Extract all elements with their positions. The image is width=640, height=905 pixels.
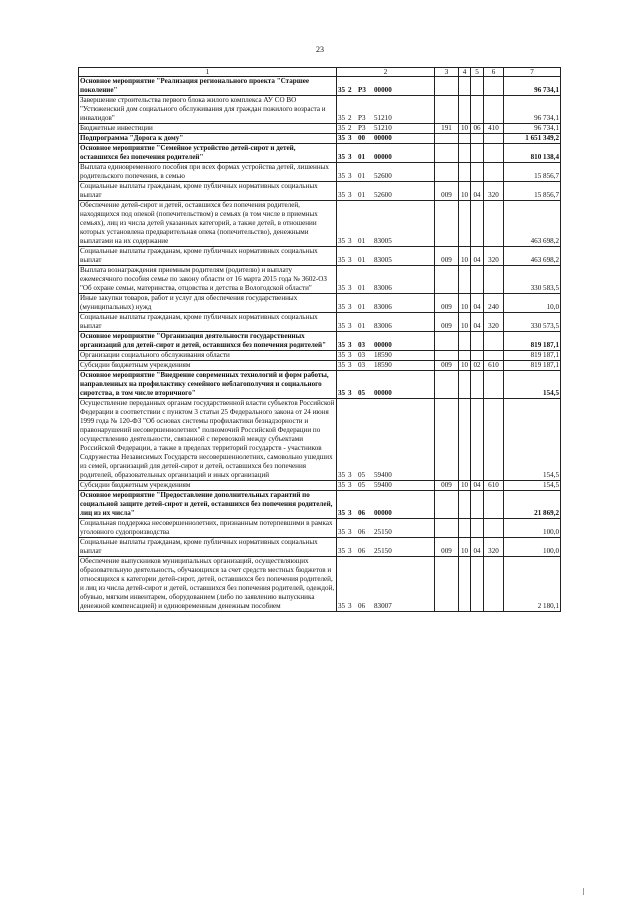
code-part: 35: [338, 509, 346, 517]
header-cell: 6: [484, 68, 504, 77]
code-part: 00000: [374, 134, 392, 142]
code-part: 01: [358, 237, 366, 245]
row-c5: 04: [471, 247, 484, 266]
code-part: 00000: [374, 389, 392, 397]
table-row: [79, 491, 561, 519]
row-code: [337, 77, 435, 96]
row-c3: 009: [435, 182, 459, 201]
code-part: 35: [338, 303, 346, 311]
code-part: 00: [358, 134, 366, 142]
row-c6: 320: [484, 313, 504, 332]
code-part: 2: [348, 114, 352, 122]
row-code: [337, 294, 435, 313]
row-code: [337, 201, 435, 247]
code-part: 01: [358, 191, 366, 199]
code-part: 35: [338, 547, 346, 555]
code-part: 05: [358, 481, 366, 489]
table-row: [79, 519, 561, 538]
code-part: 03: [358, 351, 366, 359]
row-c4: 10: [459, 124, 471, 134]
row-c3: [435, 77, 459, 96]
row-c5: [471, 519, 484, 538]
row-amount: 15 856,7: [504, 163, 561, 182]
code-part: 35: [338, 602, 346, 610]
code-part: 01: [358, 322, 366, 330]
row-name: Основное мероприятие "Внедрение современных технологий и форм работы, направленных на профилактику семейного неблагополучия и социального сиротства, в том числе вторичного": [79, 371, 337, 399]
row-c5: [471, 134, 484, 144]
code-part: 35: [338, 191, 346, 199]
row-c4: [459, 144, 471, 163]
code-part: 3: [348, 351, 352, 359]
code-part: 35: [338, 471, 346, 479]
row-c3: [435, 519, 459, 538]
row-code: [337, 134, 435, 144]
row-c6: 610: [484, 361, 504, 371]
row-amount: 810 138,4: [504, 144, 561, 163]
row-amount: 154,5: [504, 371, 561, 399]
row-amount: 463 698,2: [504, 201, 561, 247]
row-c3: 009: [435, 361, 459, 371]
row-c6: 320: [484, 538, 504, 557]
row-c3: [435, 266, 459, 294]
row-name: Обеспечение детей-сирот и детей, оставшихся без попечения родителей, находящихся под опекой (попечительством) в семьях (в том числе в приемных семьях), лиц из числа детей указанных категорий, а также детей, в отношении которых установлена предварительная опека (попечительство), денежными выплатами на их содержание: [79, 201, 337, 247]
code-part: 35: [338, 124, 346, 132]
code-part: 3: [348, 237, 352, 245]
code-part: 01: [358, 303, 366, 311]
row-amount: 819 187,1: [504, 361, 561, 371]
row-c3: 191: [435, 124, 459, 134]
row-c6: [484, 332, 504, 351]
row-code: [337, 124, 435, 134]
row-c5: [471, 371, 484, 399]
row-code: [337, 519, 435, 538]
row-c5: [471, 163, 484, 182]
row-name: Иные закупки товаров, работ и услуг для обеспечения государственных (муниципальных) нужд: [79, 294, 337, 313]
header-cell: 7: [504, 68, 561, 77]
row-amount: 154,5: [504, 481, 561, 491]
code-part: 35: [338, 528, 346, 536]
row-c3: [435, 134, 459, 144]
code-part: 25150: [374, 528, 392, 536]
code-part: 83005: [374, 237, 392, 245]
code-part: 03: [358, 361, 366, 369]
row-code: [337, 399, 435, 481]
code-part: 3: [348, 481, 352, 489]
row-c4: [459, 77, 471, 96]
row-c5: [471, 144, 484, 163]
code-part: 3: [348, 153, 352, 161]
code-part: 35: [338, 284, 346, 292]
row-c4: 10: [459, 182, 471, 201]
row-c5: 06: [471, 124, 484, 134]
row-name: Основное мероприятие "Организация деятельности государственных организаций для детей-сирот и детей, оставшихся без попечения родителей": [79, 332, 337, 351]
row-name: Осуществление переданных органам государственной власти субъектов Российской Федерации в соответствии с пунктом 3 статьи 25 Федерального закона от 24 июня 1999 года № 120-ФЗ "Об основах системы профилактики безнадзорности и правонарушений несовершеннолетних" полномочий Российской Федерации по осуществлению деятельности, связанной с перевозкой между субъектами Российской Федерации, а также в пределах территорий государств - участников Содружества Независимых Государств несовершеннолетних, самовольно ушедших из семей, организаций для детей-сирот и детей, оставшихся без попечения родителей, образовательных организаций и иных организаций: [79, 399, 337, 481]
row-name: Выплата единовременного пособия при всех формах устройства детей, лишенных родительского попечения, в семью: [79, 163, 337, 182]
row-c4: [459, 491, 471, 519]
code-part: 3: [348, 547, 352, 555]
row-code: [337, 182, 435, 201]
row-c4: [459, 557, 471, 612]
code-part: 06: [358, 528, 366, 536]
code-part: 00000: [374, 86, 392, 94]
row-c5: [471, 399, 484, 481]
row-code: [337, 247, 435, 266]
row-name: Социальные выплаты гражданам, кроме публичных нормативных социальных выплат: [79, 182, 337, 201]
row-c3: [435, 144, 459, 163]
header-cell: 1: [79, 68, 337, 77]
code-part: 83006: [374, 303, 392, 311]
code-part: 3: [348, 191, 352, 199]
table-row: [79, 144, 561, 163]
code-part: 51210: [374, 124, 392, 132]
row-c3: [435, 163, 459, 182]
row-c4: [459, 371, 471, 399]
row-name: Социальные выплаты гражданам, кроме публичных нормативных социальных выплат: [79, 313, 337, 332]
row-c5: 04: [471, 538, 484, 557]
row-c4: [459, 519, 471, 538]
code-part: 06: [358, 509, 366, 517]
row-c4: [459, 266, 471, 294]
code-part: 05: [358, 389, 366, 397]
table-row: [79, 266, 561, 294]
row-c6: [484, 144, 504, 163]
code-part: 35: [338, 341, 346, 349]
row-c4: [459, 134, 471, 144]
row-c6: 610: [484, 481, 504, 491]
row-name: Основное мероприятие "Реализация регионального проекта "Старшее поколение": [79, 77, 337, 96]
code-part: P3: [358, 86, 366, 94]
row-amount: 96 734,1: [504, 77, 561, 96]
row-c4: 10: [459, 538, 471, 557]
code-part: 25150: [374, 547, 392, 555]
table-row: [79, 481, 561, 491]
table-row: [79, 201, 561, 247]
table-row: [79, 163, 561, 182]
code-part: P3: [358, 114, 366, 122]
row-c6: [484, 134, 504, 144]
row-c4: [459, 351, 471, 361]
row-c3: 009: [435, 481, 459, 491]
row-c6: 410: [484, 124, 504, 134]
row-name: Социальные выплаты гражданам, кроме публичных нормативных социальных выплат: [79, 247, 337, 266]
row-c5: 04: [471, 294, 484, 313]
row-c5: 04: [471, 182, 484, 201]
table-row: [79, 313, 561, 332]
row-amount: 96 734,1: [504, 124, 561, 134]
row-c4: 10: [459, 247, 471, 266]
table-row: [79, 361, 561, 371]
row-code: [337, 538, 435, 557]
code-part: 3: [348, 602, 352, 610]
row-c6: [484, 519, 504, 538]
row-c6: [484, 266, 504, 294]
row-amount: 154,5: [504, 399, 561, 481]
row-code: [337, 96, 435, 124]
code-part: 35: [338, 153, 346, 161]
table-row: [79, 351, 561, 361]
code-part: 06: [358, 547, 366, 555]
row-name: Обеспечение выпускников муниципальных организаций, осуществляющих образовательную деятельность, обучающихся за счет средств местных бюджетов и относящихся к категории детей-сирот, детей, оставшихся без попечения родителей, и лиц из числа детей-сирот и детей, оставшихся без попечения родителей, одеждой, обувью, мягким инвентарем, оборудованием (либо по заявлению выпускника денежной компенсацией) и единовременным денежным пособием: [79, 557, 337, 612]
budget-table: [78, 67, 561, 612]
code-part: 35: [338, 351, 346, 359]
code-part: 35: [338, 237, 346, 245]
row-c3: [435, 399, 459, 481]
row-name: Подпрограмма "Дорога к дому": [79, 134, 337, 144]
row-c3: [435, 491, 459, 519]
code-part: 83006: [374, 322, 392, 330]
header-cell: 3: [435, 68, 459, 77]
row-c4: [459, 399, 471, 481]
code-part: 3: [348, 134, 352, 142]
table-row: [79, 247, 561, 266]
row-code: [337, 371, 435, 399]
code-part: 59400: [374, 471, 392, 479]
row-c3: 009: [435, 294, 459, 313]
code-part: 35: [338, 86, 346, 94]
code-part: 18590: [374, 361, 392, 369]
table-row: [79, 96, 561, 124]
table-row: [79, 134, 561, 144]
row-c4: 10: [459, 294, 471, 313]
row-c4: 10: [459, 361, 471, 371]
code-part: 01: [358, 153, 366, 161]
edge-mark: [583, 888, 584, 895]
row-c5: [471, 351, 484, 361]
row-code: [337, 557, 435, 612]
row-c5: 04: [471, 313, 484, 332]
code-part: 01: [358, 172, 366, 180]
row-name: Основное мероприятие "Предоставление дополнительных гарантий по социальной защите детей-сирот и детей, оставшихся без попечения родителей, лиц из их числа": [79, 491, 337, 519]
row-c5: [471, 201, 484, 247]
row-c6: [484, 351, 504, 361]
code-part: 3: [348, 471, 352, 479]
row-code: [337, 313, 435, 332]
code-part: P3: [358, 124, 366, 132]
row-amount: 330 573,5: [504, 313, 561, 332]
row-c6: [484, 77, 504, 96]
code-part: 3: [348, 341, 352, 349]
row-amount: 15 856,7: [504, 182, 561, 201]
code-part: 2: [348, 124, 352, 132]
code-part: 35: [338, 172, 346, 180]
row-c6: [484, 557, 504, 612]
row-code: [337, 266, 435, 294]
header-cell: 2: [337, 68, 435, 77]
code-part: 3: [348, 303, 352, 311]
row-c6: 320: [484, 182, 504, 201]
row-c3: 009: [435, 247, 459, 266]
table-row: [79, 294, 561, 313]
code-part: 3: [348, 361, 352, 369]
code-part: 3: [348, 389, 352, 397]
code-part: 52600: [374, 191, 392, 199]
row-name: Социальная поддержка несовершеннолетних, признанным потерпевшими в рамках уголовного судопроизводства: [79, 519, 337, 538]
table-row: [79, 332, 561, 351]
code-part: 51210: [374, 114, 392, 122]
row-c5: [471, 96, 484, 124]
code-part: 35: [338, 114, 346, 122]
row-c3: [435, 332, 459, 351]
code-part: 35: [338, 481, 346, 489]
row-name: Завершение строительства первого блока жилого комплекса АУ СО ВО "Устюженский дом социального обслуживания для граждан пожилого возраста и инвалидов": [79, 96, 337, 124]
row-amount: 1 651 349,2: [504, 134, 561, 144]
header-cell: 4: [459, 68, 471, 77]
code-part: 3: [348, 284, 352, 292]
code-part: 18590: [374, 351, 392, 359]
table-row: [79, 557, 561, 612]
row-c4: 10: [459, 481, 471, 491]
code-part: 03: [358, 341, 366, 349]
row-c3: 009: [435, 313, 459, 332]
table-header-row: [79, 68, 561, 77]
row-name: Социальные выплаты гражданам, кроме публичных нормативных социальных выплат: [79, 538, 337, 557]
row-c3: [435, 201, 459, 247]
row-name: Организации социального обслуживания области: [79, 351, 337, 361]
row-name: Выплата вознаграждения приемным родителям (родителю) и выплату ежемесячного пособия семье по закону области от 16 марта 2015 года № 3602-ОЗ "Об охране семьи, материнства, отцовства и детства в Вологодской области": [79, 266, 337, 294]
code-part: 35: [338, 322, 346, 330]
page-number: 23: [316, 45, 324, 54]
row-amount: 819 187,1: [504, 332, 561, 351]
code-part: 3: [348, 509, 352, 517]
row-c6: [484, 96, 504, 124]
table-row: [79, 182, 561, 201]
code-part: 83006: [374, 284, 392, 292]
code-part: 00000: [374, 509, 392, 517]
row-amount: 10,0: [504, 294, 561, 313]
code-part: 59400: [374, 481, 392, 489]
row-c4: [459, 332, 471, 351]
code-part: 05: [358, 471, 366, 479]
row-c6: [484, 399, 504, 481]
row-code: [337, 491, 435, 519]
row-name: Основное мероприятие "Семейное устройство детей-сирот и детей, оставшихся без попечения родителей": [79, 144, 337, 163]
code-part: 3: [348, 172, 352, 180]
header-cell: 5: [471, 68, 484, 77]
row-c5: 04: [471, 481, 484, 491]
row-amount: 819 187,1: [504, 351, 561, 361]
row-c3: [435, 371, 459, 399]
row-amount: 96 734,1: [504, 96, 561, 124]
row-c6: [484, 201, 504, 247]
code-part: 00000: [374, 153, 392, 161]
row-c3: [435, 96, 459, 124]
row-c4: [459, 201, 471, 247]
row-c6: [484, 491, 504, 519]
code-part: 3: [348, 322, 352, 330]
table-row: [79, 399, 561, 481]
code-part: 35: [338, 389, 346, 397]
row-amount: 2 180,1: [504, 557, 561, 612]
row-c5: [471, 491, 484, 519]
row-amount: 100,0: [504, 519, 561, 538]
code-part: 3: [348, 256, 352, 264]
row-c6: [484, 163, 504, 182]
code-part: 00000: [374, 341, 392, 349]
code-part: 35: [338, 361, 346, 369]
code-part: 52600: [374, 172, 392, 180]
table-row: [79, 538, 561, 557]
row-code: [337, 163, 435, 182]
row-c5: 02: [471, 361, 484, 371]
row-name: Бюджетные инвестиции: [79, 124, 337, 134]
row-c5: [471, 332, 484, 351]
row-amount: 100,0: [504, 538, 561, 557]
code-part: 83007: [374, 602, 392, 610]
row-amount: 463 698,2: [504, 247, 561, 266]
code-part: 2: [348, 86, 352, 94]
code-part: 35: [338, 134, 346, 142]
row-c6: 320: [484, 247, 504, 266]
code-part: 3: [348, 528, 352, 536]
row-code: [337, 332, 435, 351]
row-code: [337, 361, 435, 371]
table-row: [79, 124, 561, 134]
row-name: Субсидии бюджетным учреждениям: [79, 481, 337, 491]
row-c3: [435, 557, 459, 612]
row-c6: [484, 371, 504, 399]
table-row: [79, 371, 561, 399]
code-part: 01: [358, 256, 366, 264]
row-c3: 009: [435, 538, 459, 557]
row-c3: [435, 351, 459, 361]
code-part: 01: [358, 284, 366, 292]
row-name: Субсидии бюджетным учреждениям: [79, 361, 337, 371]
row-c4: 10: [459, 313, 471, 332]
row-code: [337, 351, 435, 361]
row-c5: [471, 266, 484, 294]
row-amount: 21 869,2: [504, 491, 561, 519]
row-c6: 240: [484, 294, 504, 313]
code-part: 83005: [374, 256, 392, 264]
code-part: 35: [338, 256, 346, 264]
row-code: [337, 144, 435, 163]
row-c4: [459, 163, 471, 182]
row-c4: [459, 96, 471, 124]
row-amount: 330 583,5: [504, 266, 561, 294]
code-part: 06: [358, 602, 366, 610]
row-code: [337, 481, 435, 491]
row-c5: [471, 77, 484, 96]
row-c5: [471, 557, 484, 612]
table-row: [79, 77, 561, 96]
